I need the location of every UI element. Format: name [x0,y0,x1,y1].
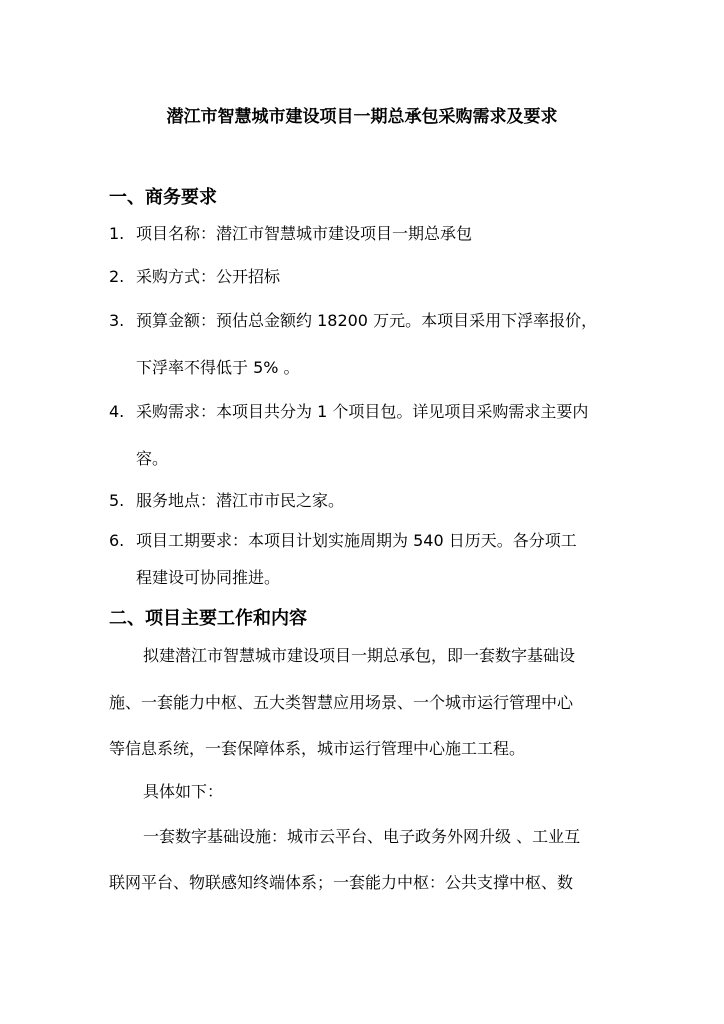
list-item [109,530,577,552]
list-item-continuation: 下浮率不得低于 5% 。 [136,358,300,377]
paragraph-line: 等信息系统，一套保障体系，城市运行管理中心施工工程。 [109,739,526,758]
paragraph-line: 一套数字基础设施：城市云平台、电子政务外网升级 、工业互 [143,827,581,846]
list-item-text: 采购需求：本项目共分为 1 个项目包。详见项目采购需求主要内 [136,402,589,421]
list-item [109,223,472,245]
paragraph-line: 具体如下： [143,782,224,801]
list-item-text: 项目工期要求：本项目计划实施周期为 540 日历天。各分项工 [136,531,577,550]
paragraph-line: 拟建潜江市智慧城市建设项目一期总承包，即一套数字基础设 [143,646,576,665]
list-item-number: 5. [109,491,125,510]
list-item-text: 项目名称：潜江市智慧城市建设项目一期总承包 [136,224,473,243]
list-item [109,310,597,332]
list-item-text: 采购方式：公开招标 [136,267,281,286]
paragraph-line: 联网平台、物联感知终端体系；一套能力中枢：公共支撑中枢、数 [109,873,574,892]
list-item-number: 1. [109,224,125,243]
list-item [109,490,344,512]
section-heading-business: 一、商务要求 [109,187,217,208]
list-item-number: 4. [109,402,125,421]
section-heading-work-content: 二、项目主要工作和内容 [109,608,307,629]
list-item-continuation: 容。 [136,449,169,468]
list-item [109,401,588,423]
list-item-continuation: 程建设可协同推进。 [136,568,281,587]
document-title: 潜江市智慧城市建设项目一期总承包采购需求及要求 [166,107,558,127]
list-item [109,266,280,288]
list-item-number: 3. [109,311,125,330]
paragraph-line: 施、一套能力中枢、五大类智慧应用场景、一个城市运行管理中心 [109,693,574,712]
list-item-number: 2. [109,267,125,286]
list-item-text: 服务地点：潜江市市民之家。 [136,491,345,510]
list-item-number: 6. [109,531,125,550]
list-item-text: 预算金额：预估总金额约 18200 万元。本项目采用下浮率报价， [136,311,598,330]
